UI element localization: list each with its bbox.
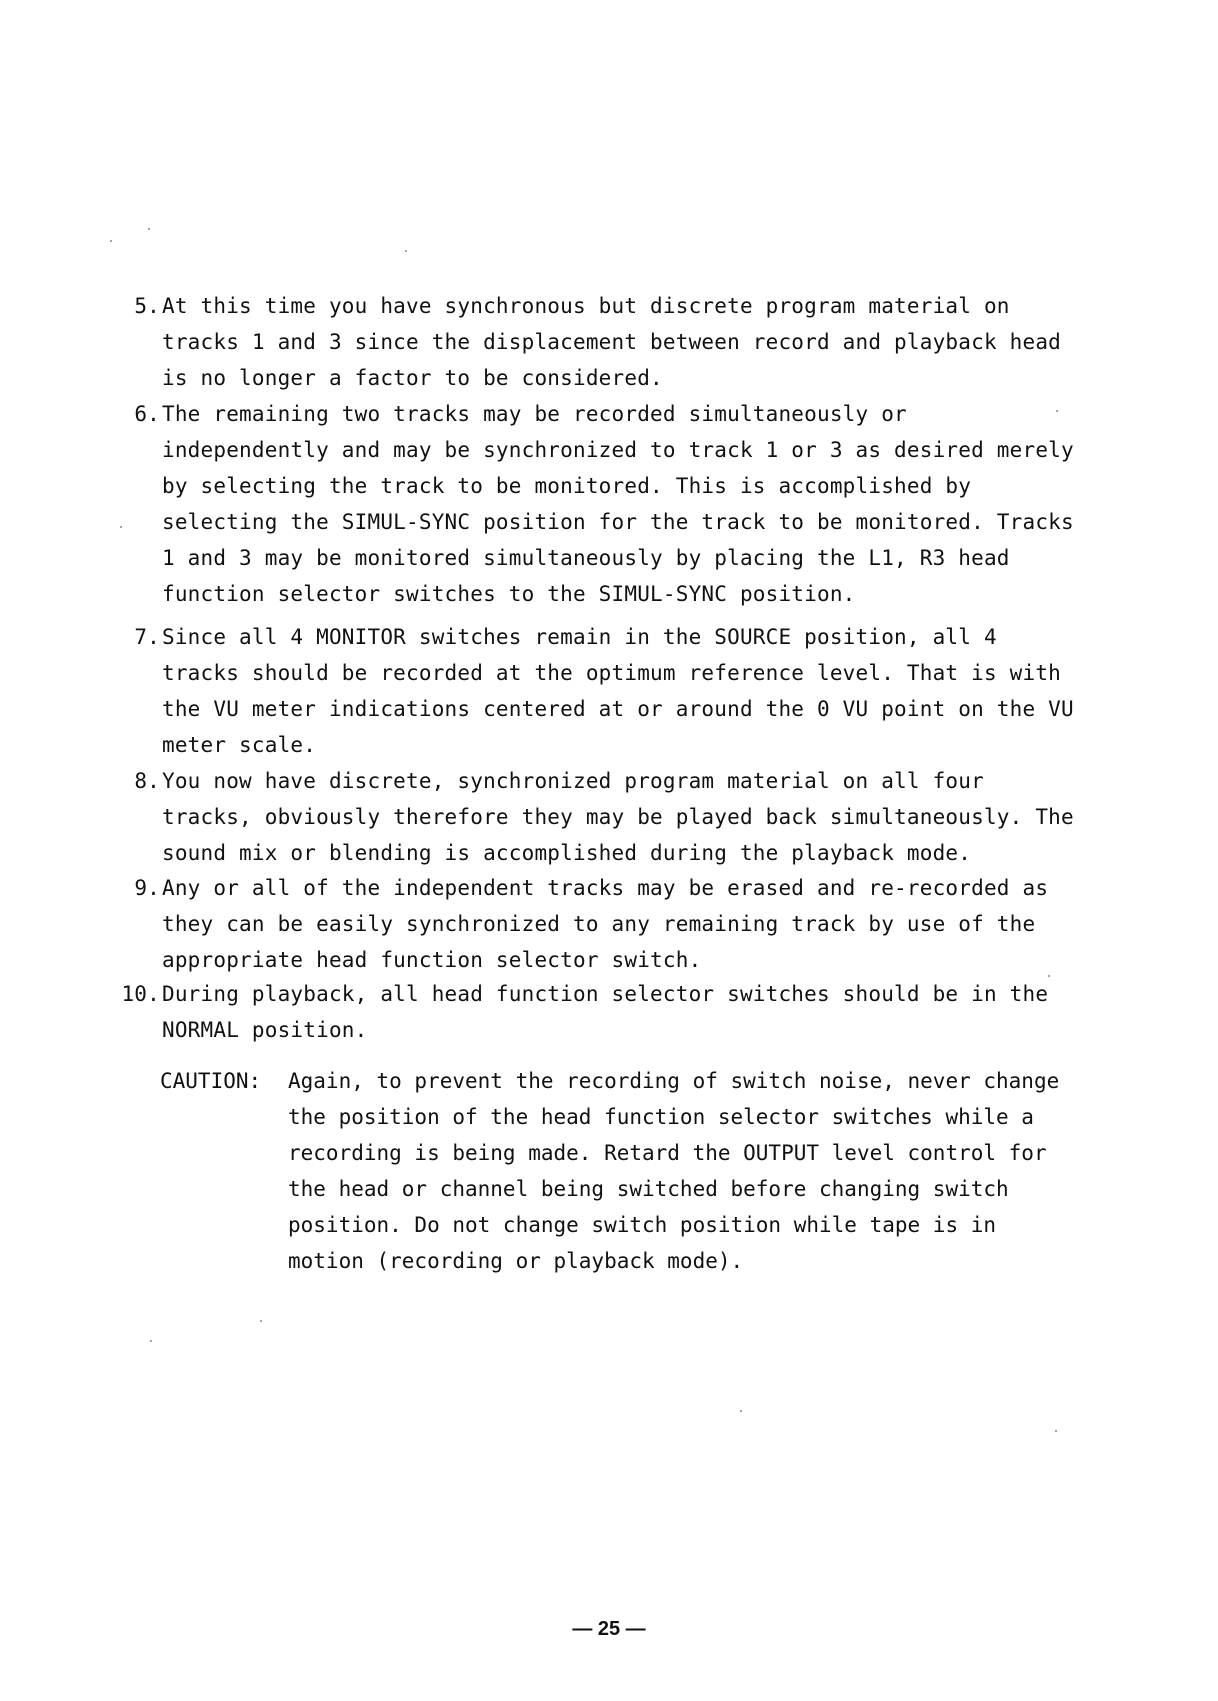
scan-speck bbox=[1056, 410, 1058, 412]
caution-text: Again, to prevent the recording of switch noise, never change the position of the head function selector switches while a recording is being made. Retard the OUTPUT level control for the head or channel being switched before changing switch position. Do not change switch position while tape is in motion (recording or playback mode). bbox=[288, 1069, 1060, 1273]
step-text: At this time you have synchronous but discrete program material on tracks 1 and 3 since the displacement between record and playback head is no longer a factor to be considered. bbox=[162, 294, 1062, 390]
scan-speck bbox=[1048, 975, 1050, 977]
scan-speck bbox=[150, 1340, 152, 1342]
step-text: Any or all of the independent tracks may be erased and re-recorded as they can be easily synchronized to any remaining track by use of the appropriate head function selector switch. bbox=[162, 876, 1049, 972]
step-text: Since all 4 MONITOR switches remain in the SOURCE position, all 4 tracks should be recorded at the optimum reference level. That is with the VU meter indications centered at or around the 0 VU point on the VU meter scale. bbox=[162, 625, 1074, 757]
caution-label: CAUTION: bbox=[160, 1069, 262, 1093]
step-number: 7. bbox=[134, 625, 160, 649]
step-number: 8. bbox=[134, 769, 160, 793]
scan-speck bbox=[1055, 1430, 1057, 1432]
scan-speck bbox=[110, 240, 112, 242]
step-number: 6. bbox=[134, 402, 160, 426]
scan-speck bbox=[120, 526, 122, 528]
step-number: 5. bbox=[134, 294, 160, 318]
step-number: 9. bbox=[134, 876, 160, 900]
scan-speck bbox=[740, 1410, 742, 1412]
scan-speck bbox=[148, 228, 150, 230]
scan-speck bbox=[260, 1320, 262, 1322]
scan-speck bbox=[405, 250, 407, 252]
step-text: You now have discrete, synchronized program material on all four tracks, obviously therefore they may be played back simultaneously. The sound mix or blending is accomplished during the playback mode. bbox=[162, 769, 1074, 865]
page-number: — 25 — bbox=[572, 1618, 646, 1640]
step-text: During playback, all head function selector switches should be in the NORMAL position. bbox=[162, 982, 1049, 1042]
step-text: The remaining two tracks may be recorded simultaneously or independently and may be synchronized to track 1 or 3 as desired merely by selecting the track to be monitored. This is accomplished by selecting the SIMUL-SYNC position for the track to be monitored. Tracks 1 and 3 may be monitored simultaneously by placing the L1, R3 head function selector switches to the SIMUL-SYNC position. bbox=[162, 402, 1074, 606]
step-number: 10. bbox=[121, 982, 160, 1006]
